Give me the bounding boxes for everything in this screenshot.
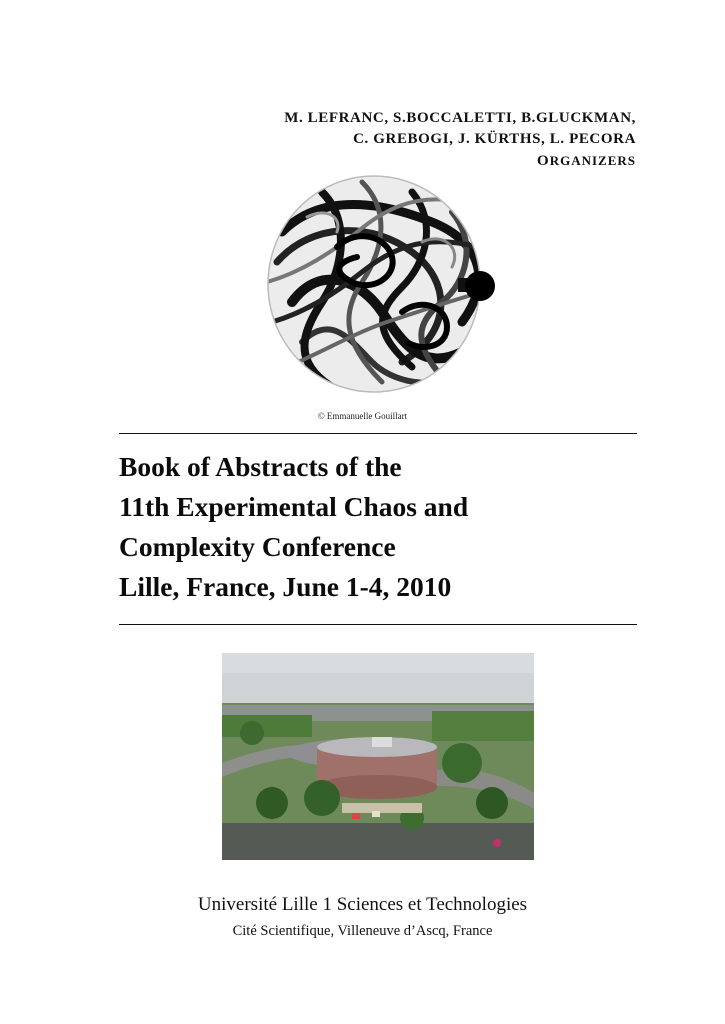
book-title xyxy=(119,447,468,607)
organizers-line-2: C. GREBOGI, J. KÜRTHS, L. PECORA xyxy=(353,131,636,147)
title-bottom-rule xyxy=(119,624,637,625)
title-line-3: Complexity Conference xyxy=(119,531,396,562)
organizers-block xyxy=(284,108,636,172)
title-top-rule xyxy=(119,433,637,434)
title-line-4: Lille, France, June 1-4, 2010 xyxy=(119,571,452,602)
title-line-1: Book of Abstracts of the xyxy=(119,451,402,482)
organizers-role-initial: O xyxy=(537,153,550,169)
credit-name: Emmanuelle Gouillart xyxy=(326,411,408,421)
institution-name: Université Lille 1 Sciences et Technologies xyxy=(197,894,528,915)
chaotic-mixing-image xyxy=(262,172,500,396)
copyright-symbol: © xyxy=(317,411,325,421)
chaotic-mixing-figure xyxy=(262,172,500,396)
campus-aerial-photo xyxy=(222,653,534,860)
organizers-role-rest: RGANIZERS xyxy=(549,153,636,168)
institution-address: Cité Scientifique, Villeneuve d’Ascq, France xyxy=(232,923,493,939)
figure-credit xyxy=(0,411,725,421)
organizers-role xyxy=(284,150,636,172)
title-line-2: 11th Experimental Chaos and xyxy=(119,491,469,522)
campus-photo-image xyxy=(222,653,534,860)
organizers-line-1: M. LEFRANC, S.BOCCALETTI, B.GLUCKMAN, xyxy=(284,110,636,126)
